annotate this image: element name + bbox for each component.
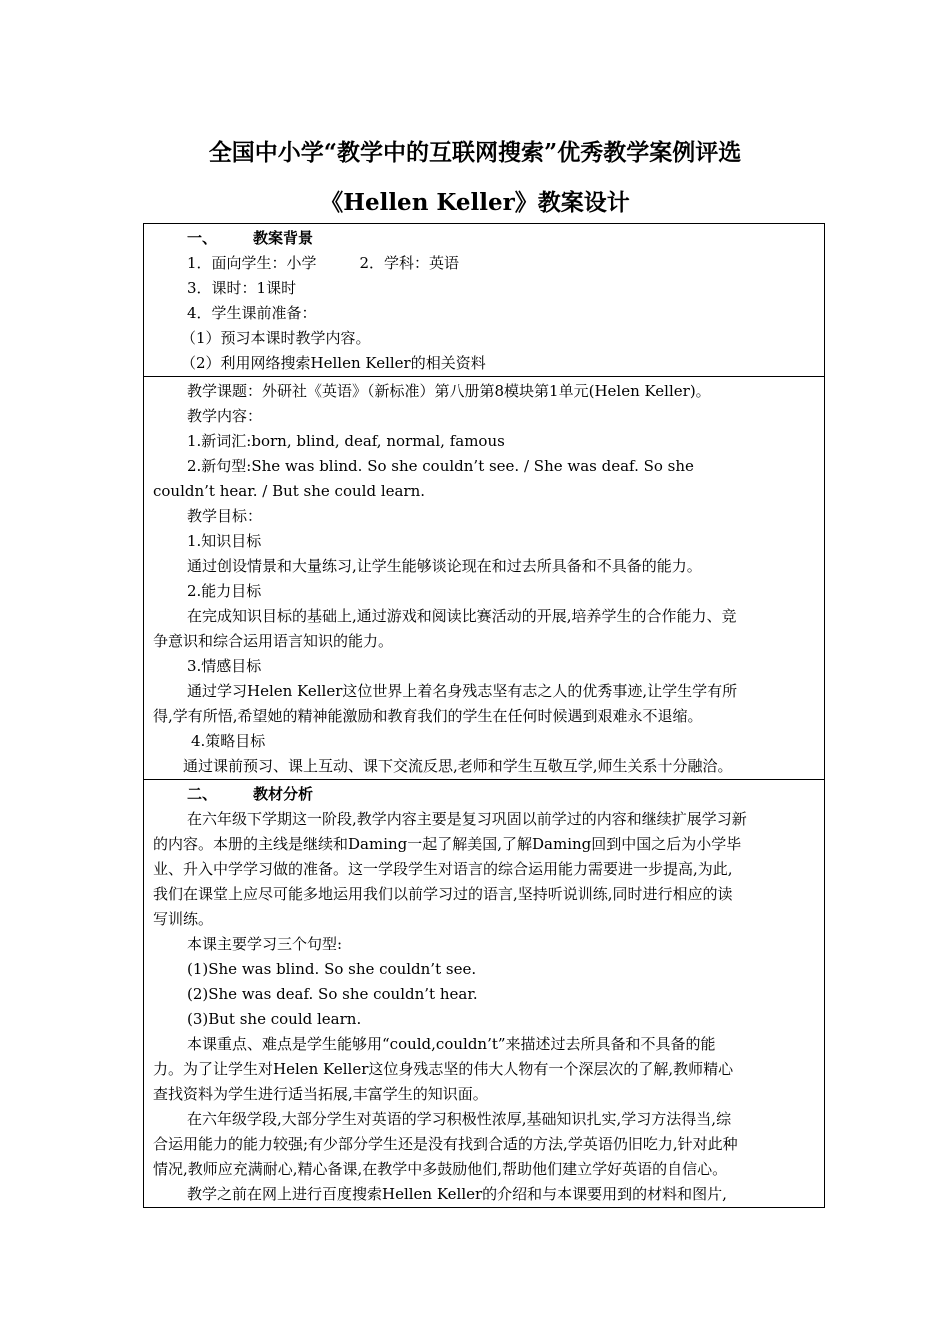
text-line: 在完成知识目标的基础上,通过游戏和阅读比赛活动的开展,培养学生的合作能力、竞 — [187, 607, 737, 625]
text-line: 在六年级学段,大部分学生对英语的学习积极性浓厚,基础知识扎实,学习方法得当,综 — [187, 1110, 732, 1128]
document-title: 全国中小学“教学中的互联网搜索”优秀教学案例评选 — [208, 139, 742, 166]
text-line: 合运用能力的能力较强;有少部分学生还是没有找到合适的方法,学英语仍旧吃力,针对此种 — [153, 1135, 738, 1153]
text-line: 通过创设情景和大量练习,让学生能够谈论现在和过去所具备和不具备的能力。 — [187, 557, 702, 575]
text-line: 通过学习Helen Keller这位世界上着名身残志坚有志之人的优秀事迹,让学生学有所 — [187, 682, 738, 700]
text-line: 4.策略目标 — [191, 732, 266, 750]
section-title: 教案背景 — [253, 229, 314, 247]
lesson-plan-table — [143, 223, 825, 1208]
section-heading — [153, 782, 814, 807]
text-line: （2）利用网络搜索Hellen Keller的相关资料 — [181, 354, 486, 372]
text-line: 在六年级下学期这一阶段,教学内容主要是复习巩固以前学过的内容和继续扩展学习新 — [187, 810, 747, 828]
section-background — [144, 224, 824, 376]
text-line: (1)She was blind. So she couldn’t see. — [187, 960, 477, 978]
text-line: （1）预习本课时教学内容。 — [181, 329, 371, 347]
text-line: couldn’t hear. / But she could learn. — [153, 482, 426, 500]
section-number: 一、 — [187, 229, 218, 247]
text-line: 2.新句型:She was blind. So she couldn’t see. / She was deaf. So she — [187, 457, 694, 475]
text-line: 教学之前在网上进行百度搜索Hellen Keller的介绍和与本课要用到的材料和图片, — [187, 1185, 727, 1203]
text-line: 1.知识目标 — [187, 532, 262, 550]
section-objectives — [144, 376, 824, 779]
text-line: 3.情感目标 — [187, 657, 262, 675]
document-subtitle: 《Hellen Keller》教案设计 — [320, 189, 630, 216]
text-line: 1．面向学生：小学 2．学科：英语 — [187, 254, 460, 272]
text-line: 争意识和综合运用语言知识的能力。 — [153, 632, 394, 650]
text-line: 本课重点、难点是学生能够用“could,couldn’t”来描述过去所具备和不具备的能 — [187, 1035, 716, 1053]
section-number: 二、 — [187, 785, 218, 803]
text-line: 1.新词汇:born, blind, deaf, normal, famous — [187, 432, 505, 450]
text-line: 教学目标： — [187, 507, 263, 525]
text-line: 本课主要学习三个句型: — [187, 935, 343, 953]
text-line: (2)She was deaf. So she couldn’t hear. — [187, 985, 478, 1003]
section-heading — [153, 226, 814, 251]
text-line: 2.能力目标 — [187, 582, 262, 600]
text-line: 4．学生课前准备： — [187, 304, 317, 322]
text-line: 3．课时：1课时 — [187, 279, 297, 297]
text-line: 写训练。 — [153, 910, 214, 928]
text-line: 教学课题：外研社《英语》（新标准）第八册第8模块第1单元(Helen Keller)。 — [187, 382, 711, 400]
text-line: 的内容。本册的主线是继续和Daming一起了解美国,了解Daming回到中国之后为小学毕 — [153, 835, 742, 853]
text-line: 教学内容： — [187, 407, 263, 425]
text-line: 通过课前预习、课上互动、课下交流反思,老师和学生互敬互学,师生关系十分融洽。 — [183, 757, 733, 775]
section-title: 教材分析 — [253, 785, 314, 803]
text-line: 业、升入中学学习做的准备。这一学段学生对语言的综合运用能力需要进一步提高,为此, — [153, 860, 733, 878]
text-line: 我们在课堂上应尽可能多地运用我们以前学习过的语言,坚持听说训练,同时进行相应的读 — [153, 885, 733, 903]
section-material-analysis — [144, 779, 824, 1207]
text-line: 查找资料为学生进行适当拓展,丰富学生的知识面。 — [153, 1085, 488, 1103]
text-line: (3)But she could learn. — [187, 1010, 362, 1028]
text-line: 力。为了让学生对Helen Keller这位身残志坚的伟大人物有一个深层次的了解,教师精心 — [153, 1060, 734, 1078]
text-line: 得,学有所悟,希望她的精神能激励和教育我们的学生在任何时候遇到艰难永不退缩。 — [153, 707, 703, 725]
text-line: 情况,教师应充满耐心,精心备课,在教学中多鼓励他们,帮助他们建立学好英语的自信心。 — [153, 1160, 728, 1178]
